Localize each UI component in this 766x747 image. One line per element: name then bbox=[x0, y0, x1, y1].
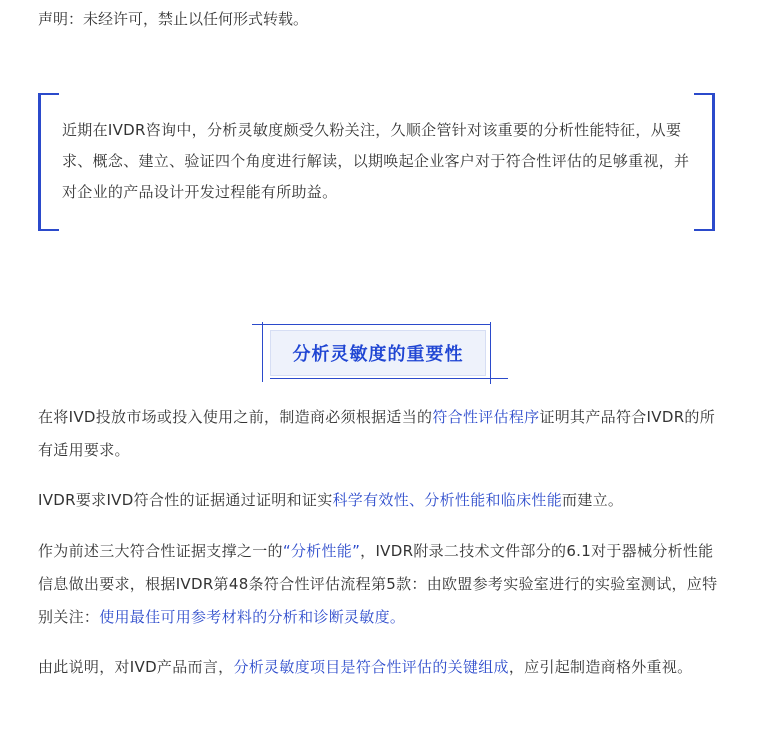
paragraph-4 bbox=[38, 651, 718, 684]
intro-quote-box bbox=[38, 93, 715, 229]
left-bracket-decoration bbox=[38, 93, 59, 231]
heading-deco-line-bottom bbox=[270, 378, 508, 379]
heading-deco-line-right bbox=[490, 322, 491, 384]
paragraph-2-highlight: 科学有效性、分析性能和临床性能 bbox=[332, 491, 563, 509]
intro-quote-text: 近期在IVDR咨询中，分析灵敏度颇受久粉关注，久顺企管针对该重要的分析性能特征，从要求、概念、建立、验证四个角度进行解读，以期唤起企业客户对于符合性评估的足够重视，并对企业的产品设计开发过程能有所助益。 bbox=[62, 121, 690, 201]
disclaimer-text: 声明：未经许可，禁止以任何形式转载。 bbox=[38, 10, 309, 28]
paragraph-3-highlight-1: “分析性能” bbox=[282, 542, 361, 560]
paragraph-4-text: 由此说明，对IVD产品而言， bbox=[38, 658, 234, 676]
paragraph-3-text: 作为前述三大符合性证据支撑之一的 bbox=[38, 542, 283, 560]
paragraph-2-text-end: 而建立。 bbox=[562, 491, 624, 509]
paragraph-2 bbox=[38, 484, 718, 517]
paragraph-3-text-mid: ，IVDR附录二技术文件部分的6.1对于器械分析性能信息做出要求，根据IVDR第48条符合性评估流程第5款：由欧盟参考实验室进行的实验室测试，应特别关注： bbox=[38, 542, 718, 626]
section-heading-box bbox=[270, 330, 486, 376]
paragraph-4-text-end: ，应引起制造商格外重视。 bbox=[508, 658, 693, 676]
paragraph-2-text: IVDR要求IVD符合性的证据通过证明和证实 bbox=[38, 491, 333, 509]
section-heading: 分析灵敏度的重要性 bbox=[292, 344, 464, 365]
section-heading-block bbox=[252, 322, 508, 384]
right-bracket-decoration bbox=[694, 93, 715, 231]
paragraph-3 bbox=[38, 535, 718, 634]
paragraph-1 bbox=[38, 401, 718, 467]
paragraph-1-text: 在将IVD投放市场或投入使用之前，制造商必须根据适当的 bbox=[38, 408, 433, 426]
paragraph-4-highlight: 分析灵敏度项目是符合性评估的关键组成 bbox=[233, 658, 509, 676]
paragraph-1-text-end: 证明其产品符合IVDR的所有适用要求。 bbox=[38, 408, 716, 459]
paragraph-1-highlight: 符合性评估程序 bbox=[432, 408, 540, 426]
heading-deco-line-top bbox=[252, 324, 490, 325]
paragraph-3-highlight-2: 使用最佳可用参考材料的分析和诊断灵敏度。 bbox=[99, 608, 406, 626]
heading-deco-line-left bbox=[262, 322, 263, 382]
